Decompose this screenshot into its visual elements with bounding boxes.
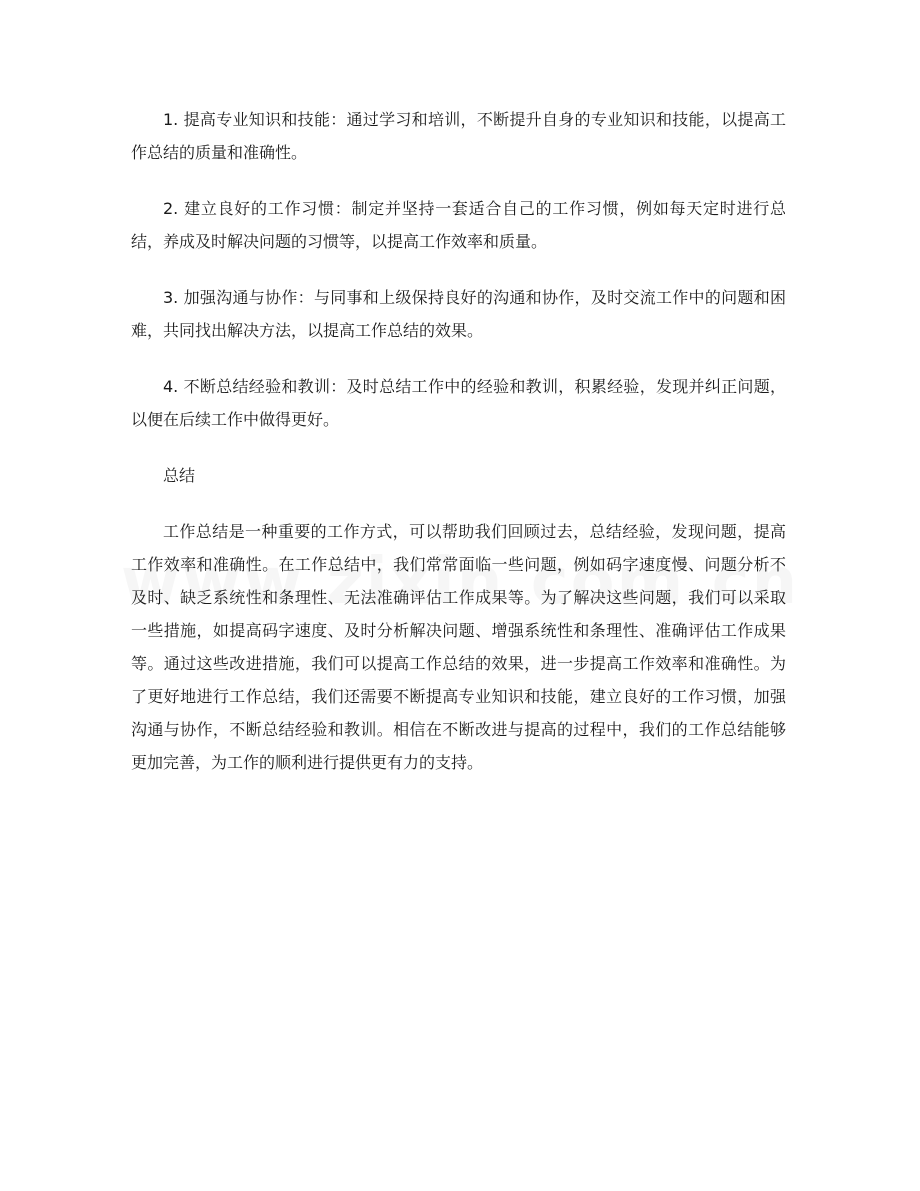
list-item-1: 1. 提高专业知识和技能：通过学习和培训，不断提升自身的专业知识和技能，以提高工作总结的质量和准确性。 <box>131 110 786 162</box>
list-item-4: 4. 不断总结经验和教训：及时总结工作中的经验和教训，积累经验，发现并纠正问题，以便在后续工作中做得更好。 <box>131 377 786 429</box>
summary-heading: 总结 <box>163 466 196 485</box>
list-item-2: 2. 建立良好的工作习惯：制定并坚持一套适合自己的工作习惯，例如每天定时进行总结，养成及时解决问题的习惯等，以提高工作效率和质量。 <box>131 199 786 251</box>
list-item-3: 3. 加强沟通与协作：与同事和上级保持良好的沟通和协作，及时交流工作中的问题和困难，共同找出解决方法，以提高工作总结的效果。 <box>131 288 786 340</box>
summary-paragraph: 工作总结是一种重要的工作方式，可以帮助我们回顾过去，总结经验，发现问题，提高工作效率和准确性。在工作总结中，我们常常面临一些问题，例如码字速度慢、问题分析不及时、缺乏系统性和条理性、无法准确评估工作成果等。为了解决这些问题，我们可以采取一些措施，如提高码字速度、及时分析解决问题、增强系统性和条理性、准确评估工作成果等。通过这些改进措施，我们可以提高工作总结的效果，进一步提高工作效率和准确性。为了更好地进行工作总结，我们还需要不断提高专业知识和技能，建立良好的工作习惯，加强沟通与协作，不断总结经验和教训。相信在不断改进与提高的过程中，我们的工作总结能够更加完善，为工作的顺利进行提供更有力的支持。 <box>131 522 786 772</box>
document-body <box>131 103 786 802</box>
